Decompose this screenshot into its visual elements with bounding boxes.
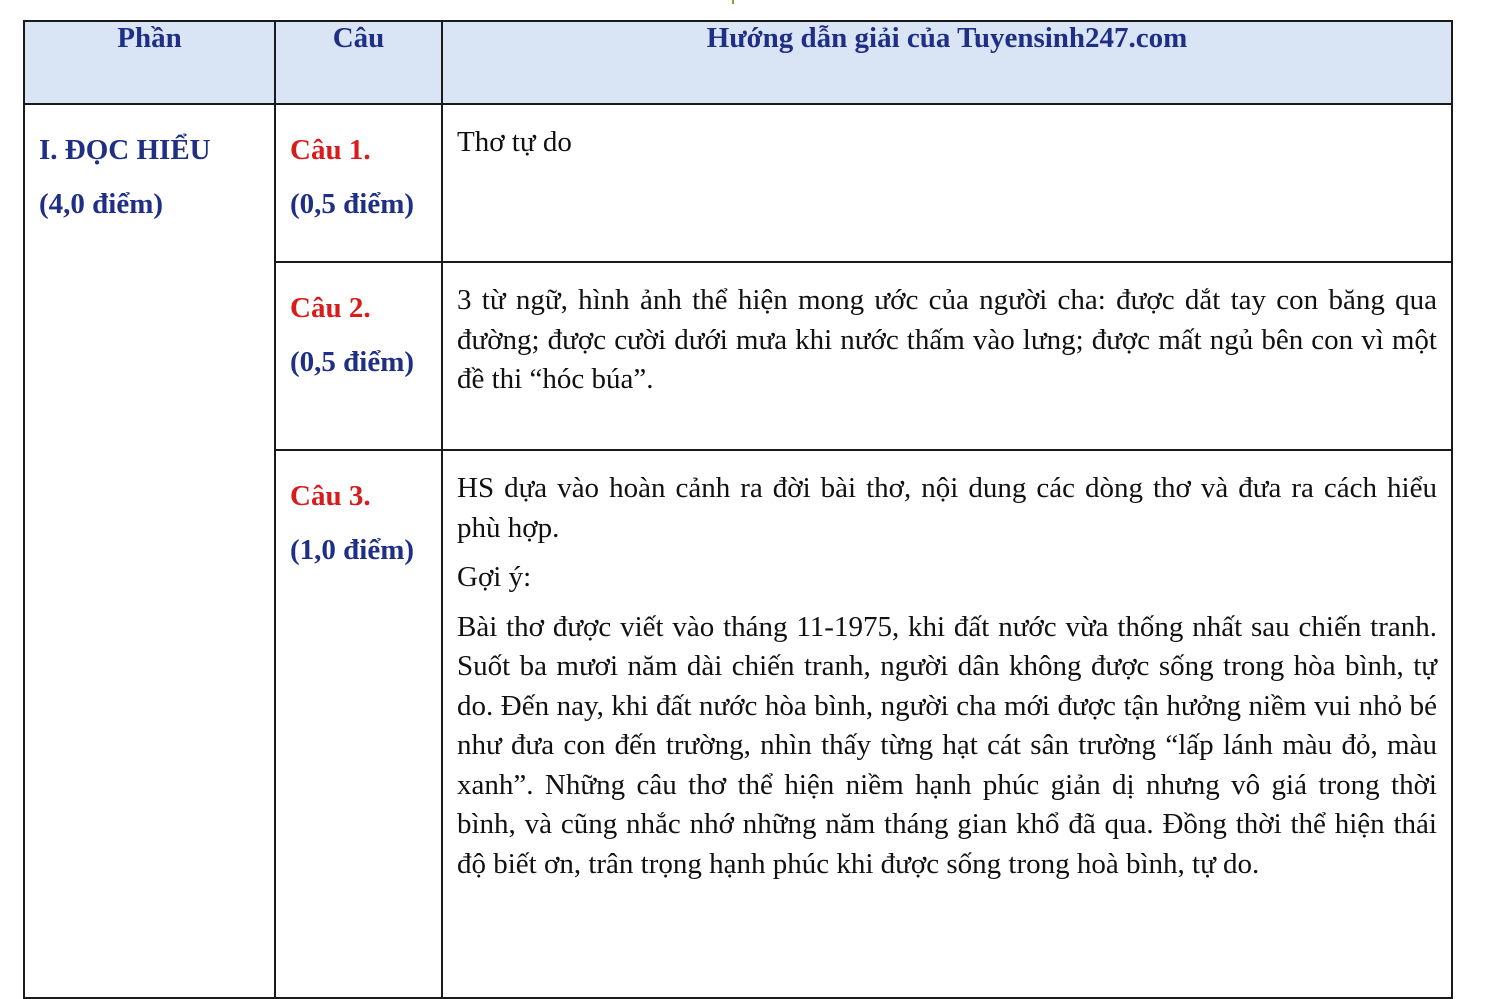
question-cell — [275, 104, 442, 262]
question-label: Câu 1. — [290, 134, 371, 166]
answer-hint-label: Gợi ý: — [457, 561, 532, 593]
question-points: (0,5 điểm) — [290, 346, 415, 378]
answer-cell — [442, 450, 1452, 998]
answer-cell — [442, 104, 1452, 262]
question-points: (1,0 điểm) — [290, 534, 415, 566]
header-cau: Câu — [275, 21, 442, 104]
answer-paragraph: Bài thơ được viết vào tháng 11-1975, khi đất nước vừa thống nhất sau chiến tranh. Suốt ba mươi năm dài chiến tranh, người dân không được sống trong hòa bình, tự do. Đến nay, khi đất nước hòa bình, người cha mới được tận hưởng niềm vui nhỏ bé như đưa con đến trường, nhìn thấy từng hạt cát sân trường “lấp lánh màu đỏ, màu xanh”. Những câu thơ thể hiện niềm hạnh phúc giản dị nhưng vô giá trong thời bình, và cũng nhắc nhớ những năm tháng gian khổ đã qua. Đồng thời thể hiện thái độ biết ơn, trân trọng hạnh phúc khi được sống trong hoà bình, tự do. — [457, 610, 1437, 880]
question-label: Câu 2. — [290, 292, 371, 324]
header-huong-dan: Hướng dẫn giải của Tuyensinh247.com — [442, 21, 1452, 104]
header-phan: Phần — [24, 21, 275, 104]
table-row — [24, 104, 1452, 262]
page-edge-mark — [732, 0, 734, 4]
section-cell — [24, 104, 275, 998]
question-points: (0,5 điểm) — [290, 188, 415, 220]
question-label: Câu 3. — [290, 480, 371, 512]
answer-paragraph: HS dựa vào hoàn cảnh ra đời bài thơ, nội dung các dòng thơ và đưa ra cách hiểu phù hợp. — [457, 472, 1437, 544]
answer-table — [23, 20, 1453, 999]
answer-cell — [442, 262, 1452, 450]
section-points: (4,0 điểm) — [39, 188, 164, 220]
header-row — [24, 21, 1452, 104]
section-title: I. ĐỌC HIỂU — [39, 134, 211, 166]
answer-paragraph: Thơ tự do — [457, 126, 572, 158]
answer-paragraph: 3 từ ngữ, hình ảnh thể hiện mong ước của người cha: được dắt tay con băng qua đường; được cười dưới mưa khi nước thấm vào lưng; được mất ngủ bên con vì một đề thi “hóc búa”. — [457, 284, 1437, 395]
question-cell — [275, 262, 442, 450]
question-cell — [275, 450, 442, 998]
